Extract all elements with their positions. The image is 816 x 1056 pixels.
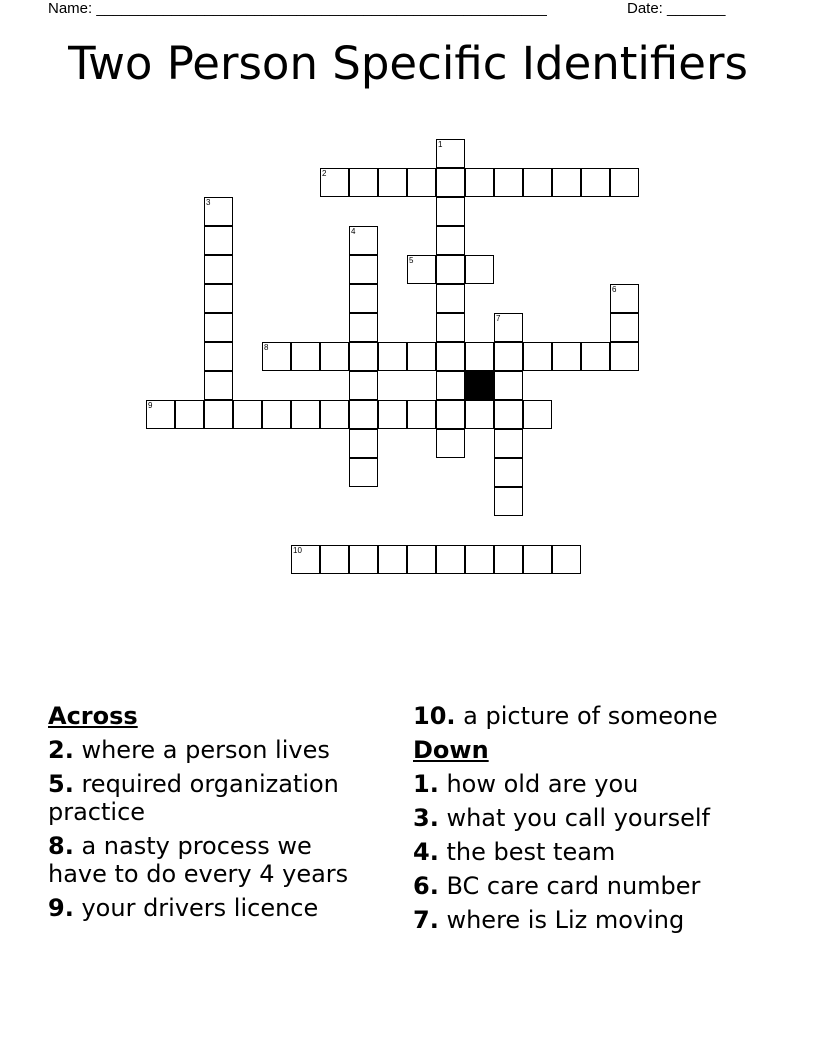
crossword-cell[interactable] [349,313,378,342]
clue-text: where is Liz moving [446,906,685,934]
crossword-cell[interactable] [523,400,552,429]
crossword-cell-number: 5 [409,256,414,265]
crossword-cell-number: 4 [351,227,356,236]
crossword-cell[interactable] [291,400,320,429]
crossword-cell[interactable] [291,342,320,371]
crossword-cell[interactable] [407,400,436,429]
crossword-cell[interactable] [465,168,494,197]
across-clue-5 [48,770,378,826]
crossword-block-cell [465,371,494,400]
clue-text: what you call yourself [446,804,710,832]
crossword-cell[interactable] [407,168,436,197]
crossword-cell[interactable] [552,545,581,574]
crossword-cell[interactable] [349,168,378,197]
crossword-cell[interactable] [523,168,552,197]
clue-text: a picture of someone [463,702,718,730]
crossword-cell[interactable] [436,545,465,574]
down-heading: Down [413,736,489,764]
clue-text: where a person lives [81,736,330,764]
crossword-cell[interactable] [465,400,494,429]
clue-number: 4. [413,838,439,866]
crossword-cell[interactable] [610,284,639,313]
down-clue-3 [413,804,773,832]
crossword-cell[interactable] [465,342,494,371]
crossword-cell[interactable] [436,139,465,168]
crossword-cell[interactable] [204,255,233,284]
crossword-cell[interactable] [436,429,465,458]
clue-number: 2. [48,736,74,764]
clue-number: 1. [413,770,439,798]
crossword-cell[interactable] [349,255,378,284]
crossword-cell[interactable] [204,313,233,342]
date-field-label[interactable]: Date: _______ [627,0,726,17]
crossword-cell[interactable] [349,458,378,487]
crossword-cell-number: 10 [293,546,302,555]
crossword-cell[interactable] [494,545,523,574]
down-clue-6 [413,872,773,900]
crossword-cell[interactable] [436,197,465,226]
crossword-cell[interactable] [320,168,349,197]
crossword-cell-number: 6 [612,285,617,294]
clue-text: BC care card number [446,872,701,900]
crossword-cell-number: 1 [438,140,443,149]
across-clue-9 [48,894,378,922]
crossword-cell[interactable] [349,429,378,458]
crossword-cell[interactable] [610,313,639,342]
crossword-cell[interactable] [204,226,233,255]
crossword-cell[interactable] [552,342,581,371]
across-clue-10 [413,702,773,730]
crossword-cell[interactable] [581,168,610,197]
crossword-cell[interactable] [610,342,639,371]
crossword-cell[interactable] [465,545,494,574]
clue-number: 5. [48,770,74,798]
crossword-cell[interactable] [436,168,465,197]
crossword-cell[interactable] [204,197,233,226]
crossword-cell[interactable] [204,371,233,400]
crossword-cell[interactable] [494,313,523,342]
crossword-cell[interactable] [407,545,436,574]
name-field-label[interactable]: Name: ______________________________________________________ [48,0,547,17]
crossword-cell-number: 3 [206,198,211,207]
crossword-cell-number: 2 [322,169,327,178]
clue-text: required organization practice [48,770,339,826]
crossword-cell[interactable] [436,371,465,400]
crossword-cell-number: 8 [264,343,269,352]
crossword-cell[interactable] [349,226,378,255]
crossword-cell[interactable] [494,458,523,487]
across-clue-2 [48,736,378,764]
crossword-cell[interactable] [320,400,349,429]
clue-number: 3. [413,804,439,832]
crossword-cell[interactable] [523,342,552,371]
clue-text: a nasty process we have to do every 4 years [48,832,349,888]
crossword-cell[interactable] [494,487,523,516]
crossword-cell[interactable] [407,342,436,371]
clue-number: 9. [48,894,74,922]
crossword-cell[interactable] [262,342,291,371]
crossword-cell[interactable] [436,313,465,342]
crossword-cell[interactable] [436,255,465,284]
crossword-cell[interactable] [407,255,436,284]
across-heading: Across [48,702,138,730]
across-clue-8 [48,832,378,888]
crossword-cell[interactable] [320,342,349,371]
crossword-cell[interactable] [494,342,523,371]
crossword-cell[interactable] [494,429,523,458]
clue-number: 10. [413,702,456,730]
clue-number: 7. [413,906,439,934]
clue-text: how old are you [446,770,639,798]
crossword-cell[interactable] [436,284,465,313]
crossword-cell[interactable] [378,545,407,574]
crossword-cell[interactable] [262,400,291,429]
crossword-cell[interactable] [320,545,349,574]
crossword-cell[interactable] [349,284,378,313]
crossword-cell[interactable] [378,168,407,197]
crossword-cell[interactable] [146,400,175,429]
clue-column-left [48,702,378,928]
crossword-cell[interactable] [610,168,639,197]
crossword-cell[interactable] [349,342,378,371]
crossword-cell[interactable] [494,400,523,429]
clue-text: your drivers licence [81,894,319,922]
clue-column-right [413,702,773,940]
crossword-cell[interactable] [436,400,465,429]
crossword-cell[interactable] [494,168,523,197]
crossword-cell[interactable] [465,255,494,284]
crossword-cell-number: 7 [496,314,501,323]
down-clue-4 [413,838,773,866]
page-title: Two Person Specific Identifiers [68,37,748,90]
crossword-cell[interactable] [552,168,581,197]
crossword-cell[interactable] [349,371,378,400]
crossword-cell[interactable] [204,284,233,313]
crossword-cell[interactable] [436,226,465,255]
clue-number: 6. [413,872,439,900]
crossword-cell[interactable] [204,400,233,429]
crossword-cell[interactable] [349,400,378,429]
clue-number: 8. [48,832,74,860]
crossword-cell[interactable] [378,342,407,371]
crossword-cell[interactable] [494,371,523,400]
crossword-cell[interactable] [204,342,233,371]
crossword-cell[interactable] [175,400,204,429]
clue-text: the best team [446,838,616,866]
down-clue-7 [413,906,773,934]
crossword-cell[interactable] [291,545,320,574]
crossword-cell[interactable] [436,342,465,371]
down-clue-1 [413,770,773,798]
crossword-cell[interactable] [378,400,407,429]
crossword-cell[interactable] [349,545,378,574]
crossword-cell[interactable] [523,545,552,574]
crossword-cell-number: 9 [148,401,153,410]
crossword-cell[interactable] [581,342,610,371]
crossword-cell[interactable] [233,400,262,429]
